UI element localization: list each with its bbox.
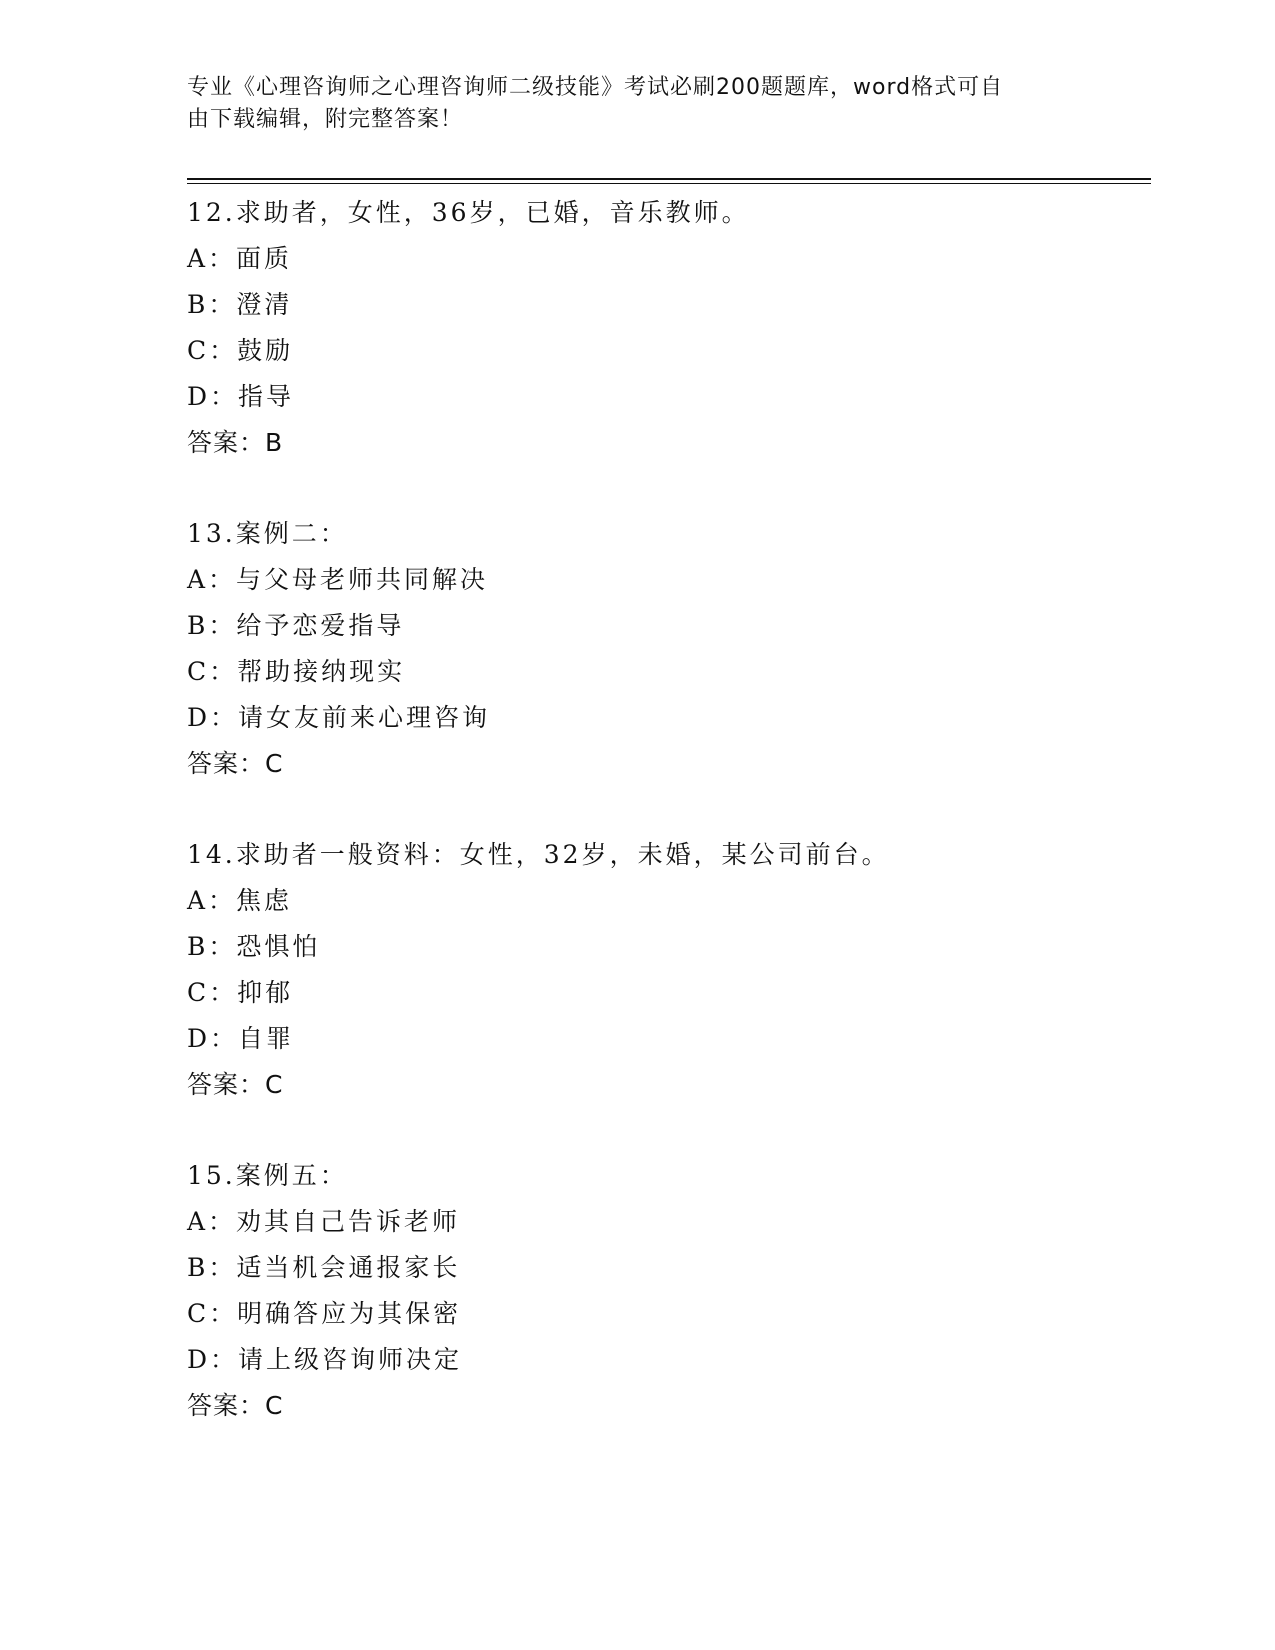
option-b: B：给予恋爱指导 <box>187 611 405 640</box>
option-c: C：明确答应为其保密 <box>187 1299 462 1328</box>
answer-line: 答案：B <box>187 428 284 457</box>
question-15 <box>187 1153 1151 1429</box>
answer-line: 答案：C <box>187 1391 284 1420</box>
question-stem: 12.求助者，女性，36岁，已婚，音乐教师。 <box>187 198 750 227</box>
question-stem: 15.案例五： <box>187 1161 348 1190</box>
question-12 <box>187 190 1151 466</box>
question-14 <box>187 832 1151 1108</box>
option-d: D：指导 <box>187 382 295 411</box>
option-d: D：请上级咨询师决定 <box>187 1345 463 1374</box>
question-list <box>187 190 1151 1474</box>
question-stem: 13.案例二： <box>187 519 348 548</box>
question-13 <box>187 511 1151 787</box>
header-divider-thin <box>187 183 1151 184</box>
answer-line: 答案：C <box>187 749 284 778</box>
option-a: A：面质 <box>187 244 293 273</box>
option-a: A：与父母老师共同解决 <box>187 565 489 594</box>
header-line-1: 专业《心理咨询师之心理咨询师二级技能》考试必刷200题题库，word格式可自 <box>187 75 1004 100</box>
option-d: D：自罪 <box>187 1024 295 1053</box>
answer-line: 答案：C <box>187 1070 284 1099</box>
header-line-2: 由下载编辑，附完整答案！ <box>187 107 464 132</box>
option-b: B：适当机会通报家长 <box>187 1253 461 1282</box>
option-c: C：抑郁 <box>187 978 294 1007</box>
document-header <box>187 72 1077 136</box>
question-stem: 14.求助者一般资料：女性，32岁，未婚，某公司前台。 <box>187 840 890 869</box>
option-c: C：鼓励 <box>187 336 294 365</box>
option-d: D：请女友前来心理咨询 <box>187 703 491 732</box>
option-b: B：澄清 <box>187 290 293 319</box>
option-c: C：帮助接纳现实 <box>187 657 406 686</box>
header-divider-thick <box>187 178 1151 180</box>
option-b: B：恐惧怕 <box>187 932 321 961</box>
option-a: A：劝其自己告诉老师 <box>187 1207 461 1236</box>
option-a: A：焦虑 <box>187 886 293 915</box>
